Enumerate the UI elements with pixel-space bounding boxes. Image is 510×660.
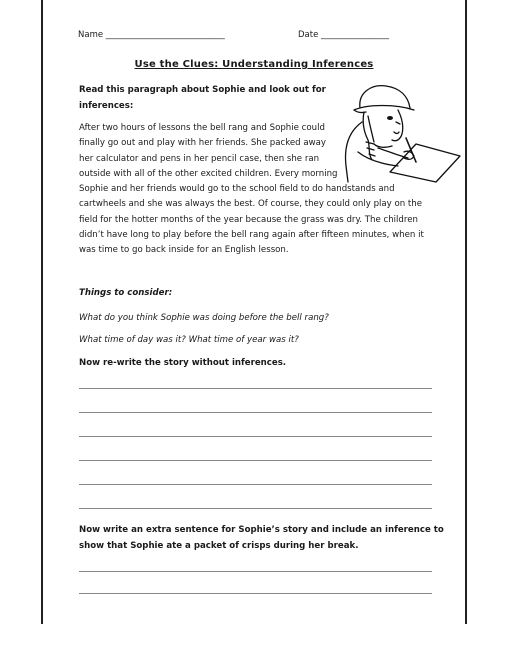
story-line: Sophie and her friends would go to the school field to do handstands and [79, 184, 395, 195]
intro-instruction: Read this paragraph about Sophie and look out for inferences: [79, 85, 326, 111]
story-line: cartwheels and she was always the best. Of course, they could only play on the [79, 199, 423, 210]
writing-line[interactable] [79, 436, 432, 437]
page-border-left [41, 0, 43, 624]
consider-question-2: What time of day was it? What time of year was it? [79, 335, 299, 345]
story-line: her calculator and pens in her pencil case, then she ran [79, 153, 320, 164]
story-line: finally go out and play with her friends. She packed away [79, 138, 326, 149]
writing-line[interactable] [79, 460, 432, 461]
extra-sentence-instruction-line-1: Now write an extra sentence for Sophie’s story and include an inference to [79, 525, 444, 535]
writing-line[interactable] [79, 508, 432, 509]
writing-line[interactable] [79, 388, 432, 389]
story-line: field for the hotter months of the year because the grass was dry. The children [79, 214, 418, 225]
worksheet-title: Use the Clues: Understanding Inferences [134, 59, 374, 70]
story-paragraph [79, 121, 451, 259]
consider-heading: Things to consider: [79, 288, 173, 298]
story-line: was time to go back inside for an English lesson. [79, 245, 289, 256]
page-border-right [465, 0, 467, 624]
writing-line[interactable] [79, 593, 432, 594]
writing-line[interactable] [79, 571, 432, 572]
writing-line[interactable] [79, 412, 432, 413]
name-field-label: Name ____________________________ [78, 30, 225, 40]
extra-sentence-instruction-line-2: show that Sophie ate a packet of crisps during her break. [79, 541, 359, 551]
story-line: outside with all of the other excited children. Every morning [79, 168, 338, 179]
date-field-label: Date ________________ [298, 30, 390, 40]
story-line: After two hours of lessons the bell rang and Sophie could [79, 123, 325, 133]
writing-line[interactable] [79, 484, 432, 485]
story-line: didn’t have long to play before the bell rang again after fifteen minutes, when it [79, 230, 424, 241]
rewrite-instruction: Now re-write the story without inferences. [79, 358, 287, 368]
consider-question-1: What do you think Sophie was doing before the bell rang? [79, 313, 329, 323]
